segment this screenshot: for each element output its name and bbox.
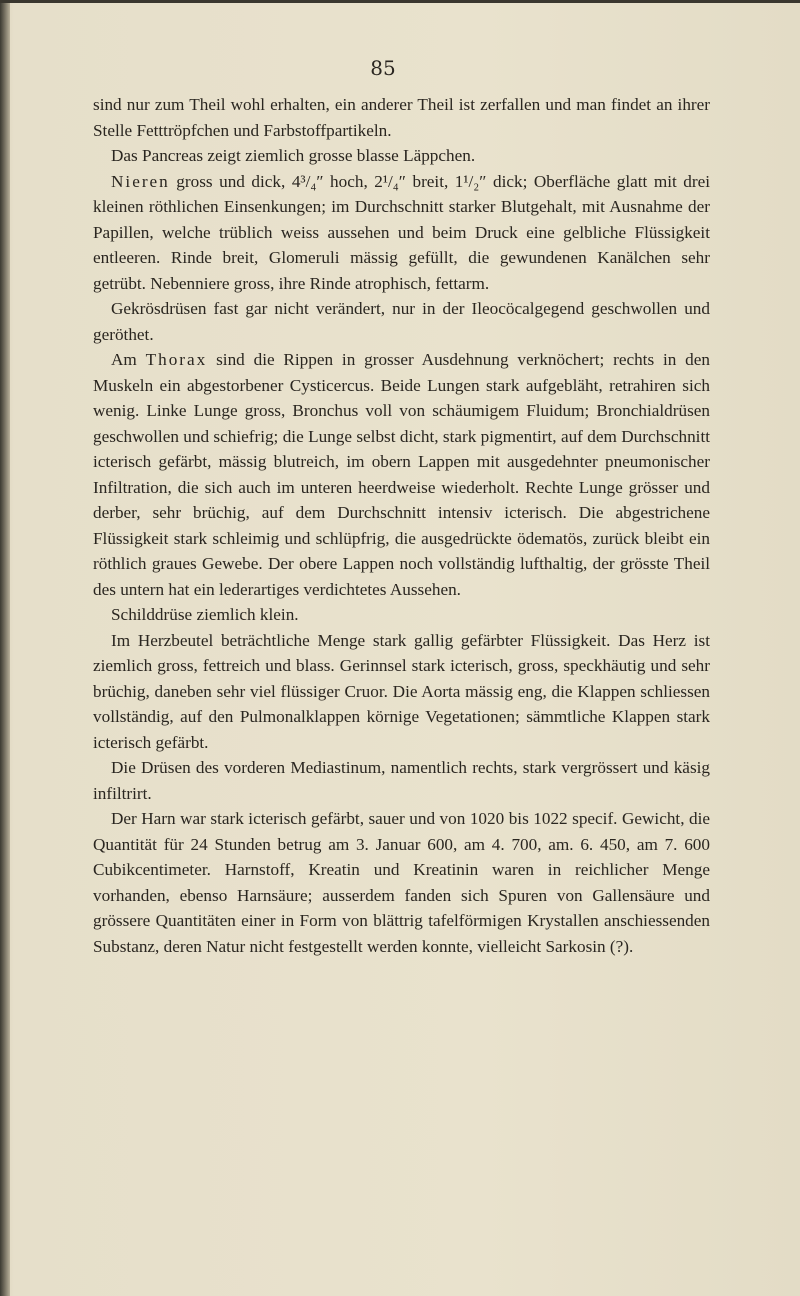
paragraph-8 [93,755,710,806]
paragraph-9 [93,806,710,959]
text-run: sind nur zum Theil wohl erhalten, ein anderer Theil ist zerfallen und man findet an ihrer Stelle Fetttröpfchen und Farbstoffpartikeln. [93,95,710,140]
spaced-term: Nieren [111,171,170,191]
text-run: Am [111,350,146,369]
paragraph-3 [93,169,710,297]
text-run: Gekrösdrüsen fast gar nicht verändert, nur in der Ileocöcalgegend geschwollen und geröthet. [93,299,710,344]
paragraph-7 [93,628,710,756]
text-run: Das Pancreas zeigt ziemlich grosse blasse Läppchen. [111,146,476,165]
text-run: Schilddrüse ziemlich klein. [111,605,299,624]
spaced-term: Thorax [145,350,208,369]
text-run: sind die Rippen in grosser Ausdehnung verknöchert; rechts in den Muskeln ein abgestorbener Cysticercus. Beide Lungen stark aufgebläht, retrahiren sich wenig. Linke Lunge gross, Bronchus voll von schäumigem Fluidum; Bronchialdrüsen geschwollen und schiefrig; die Lunge selbst dicht, stark pigmentirt, auf dem Durchschnitt icterisch gefärbt, mässig blutreich, im obern Lappen mit ausgedehnter pneumonischer Infiltration, die sich auch im unteren heerdweise wiederholt. Rechte Lunge grösser und derber, sehr brüchig, auf dem Durchschnitt intensiv icterisch. Die abgestrichene Flüssigkeit stark schleimig und schlüpfrig, die ausgedrückte ödematös, zurück bleibt ein röthlich graues Gewebe. Der obere Lappen noch vollständig lufthaltig, der grösste Theil des untern hat ein lederartiges verdichtetes Aussehen. [93,350,710,599]
text-run: gross und dick, 4³/₄″ hoch, 2¹/₄″ breit, 1¹/₂″ dick; Oberfläche glatt mit drei kleinen röthlichen Einsenkungen; im Durchschnitt starker Blutgehalt, mit Ausnahme der Papillen, welche trüblich weiss aussehen und beim Druck eine gelbliche Flüssigkeit entleeren. Rinde breit, Glomeruli mässig gefüllt, die gewundenen Kanälchen sehr getrübt. Nebenniere gross, ihre Rinde atrophisch, fettarm. [93,171,710,293]
paragraph-5 [93,347,710,602]
book-spine-edge [0,0,10,1296]
paragraph-1 [93,92,710,143]
paragraph-2 [93,143,710,169]
page-top-edge [0,0,800,3]
text-run: Der Harn war stark icterisch gefärbt, sauer und von 1020 bis 1022 specif. Gewicht, die Quantität für 24 Stunden betrug am 3. Januar 600, am 4. 700, am. 6. 450, am 7. 600 Cubikcentimeter. Harnstoff, Kreatin und Kreatinin waren in reichlicher Menge vorhanden, ebenso Harnsäure; ausserdem fanden sich Spuren von Gallensäure und grössere Quantitäten einer in Form von blättrig tafelförmigen Krystallen anschiessenden Substanz, deren Natur nicht festgestellt werden konnte, vielleicht Sarkosin (?). [93,809,710,956]
paragraph-6 [93,602,710,628]
text-run: Die Drüsen des vorderen Mediastinum, namentlich rechts, stark vergrössert und käsig infiltrirt. [93,758,710,803]
page-number: 85 [370,56,396,80]
text-run: Im Herzbeutel beträchtliche Menge stark gallig gefärbter Flüssigkeit. Das Herz ist ziemlich gross, fettreich und blass. Gerinnsel stark icterisch, gross, speckhäutig und sehr brüchig, daneben sehr viel flüssiger Cruor. Die Aorta mässig eng, die Klappen schliessen vollständig, auf den Pulmonalklappen körnige Vegetationen; sämmtliche Klappen stark icterisch gefärbt. [93,630,710,752]
paragraph-4 [93,296,710,347]
body-text [93,92,710,959]
